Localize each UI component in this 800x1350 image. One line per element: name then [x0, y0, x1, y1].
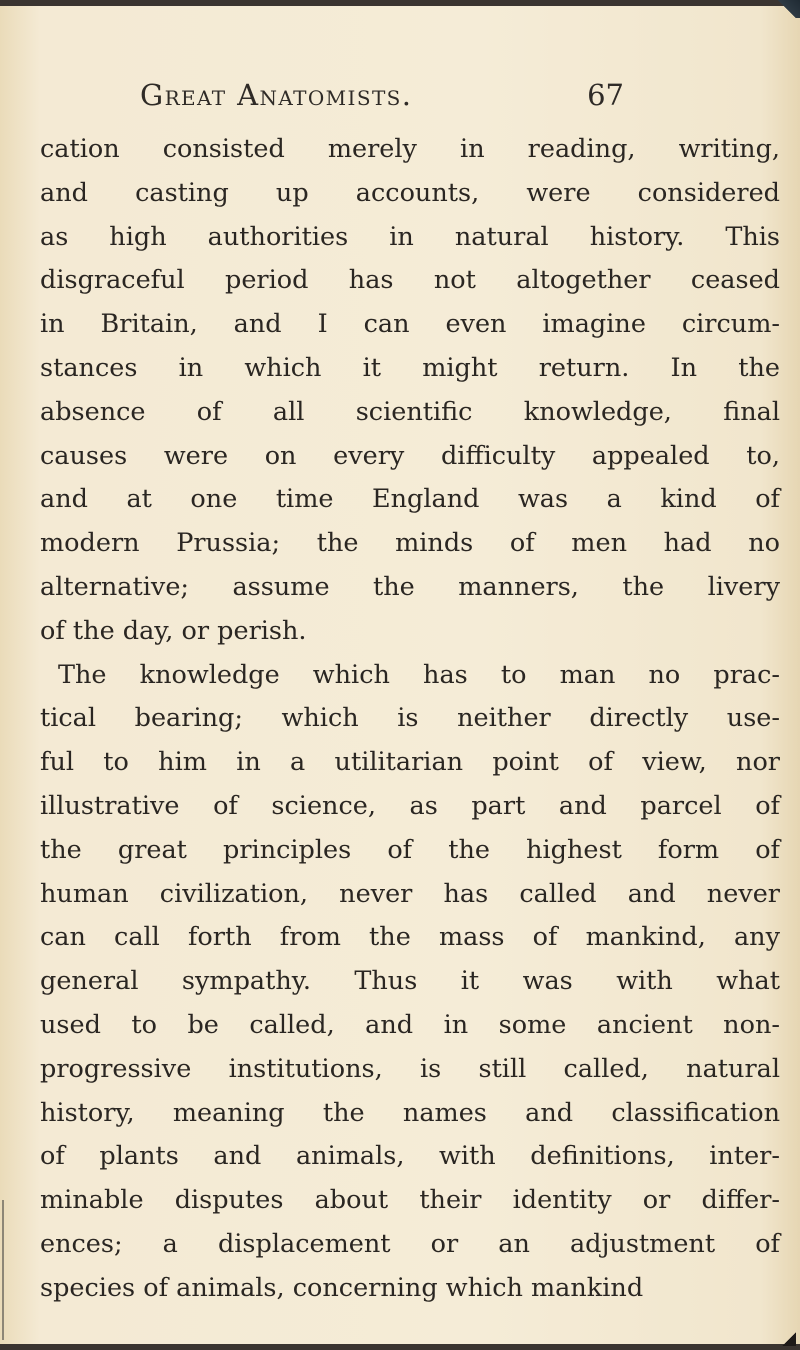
text-line: the great principles of the highest form of: [40, 834, 780, 865]
text-line: modern Prussia; the minds of men had no: [40, 528, 780, 559]
text-line: history, meaning the names and classification: [40, 1097, 780, 1128]
page-corner-fold: [778, 0, 800, 18]
text-line: as high authorities in natural history. This: [40, 221, 780, 252]
body-text: [40, 128, 780, 1311]
text-line: stances in which it might return. In the: [40, 352, 780, 383]
text-line: alternative; assume the manners, the livery: [40, 571, 780, 602]
text-line: disgraceful period has not altogether ceased: [40, 265, 780, 296]
page-margin-mark: [2, 1200, 4, 1340]
text-line: illustrative of science, as part and parcel of: [40, 790, 780, 821]
page-bottom-edge: [0, 1344, 800, 1350]
text-line: general sympathy. Thus it was with what: [40, 966, 780, 997]
text-line: ences; a displacement or an adjustment of: [40, 1228, 780, 1259]
page-number: 67: [587, 78, 624, 112]
page-corner-shadow: [782, 1332, 796, 1346]
text-line: ful to him in a utilitarian point of view, nor: [40, 747, 780, 778]
text-line: and casting up accounts, were considered: [40, 177, 780, 208]
text-line: can call forth from the mass of mankind, any: [40, 922, 780, 953]
running-title: Great Anatomists.: [140, 78, 413, 112]
text-line: in Britain, and I can even imagine circum-: [40, 309, 780, 340]
text-line: progressive institutions, is still called, natural: [40, 1053, 780, 1084]
text-line: tical bearing; which is neither directly use-: [40, 703, 780, 734]
text-line: of the day, or perish.: [40, 615, 307, 646]
running-head: [140, 78, 624, 128]
text-line: species of animals, concerning which mankind: [40, 1272, 644, 1303]
text-line: used to be called, and in some ancient non-: [40, 1009, 780, 1040]
text-line: human civilization, never has called and never: [40, 878, 780, 909]
text-line: cation consisted merely in reading, writing,: [40, 134, 780, 164]
text-line: of plants and animals, with definitions, inter-: [40, 1141, 780, 1172]
text-line: minable disputes about their identity or differ-: [40, 1185, 780, 1216]
text-line: and at one time England was a kind of: [40, 484, 780, 515]
text-line: absence of all scientific knowledge, final: [40, 396, 780, 427]
page-top-edge: [0, 0, 800, 6]
text-line: causes were on every difficulty appealed to,: [40, 440, 780, 471]
text-line: The knowledge which has to man no prac-: [58, 659, 780, 690]
